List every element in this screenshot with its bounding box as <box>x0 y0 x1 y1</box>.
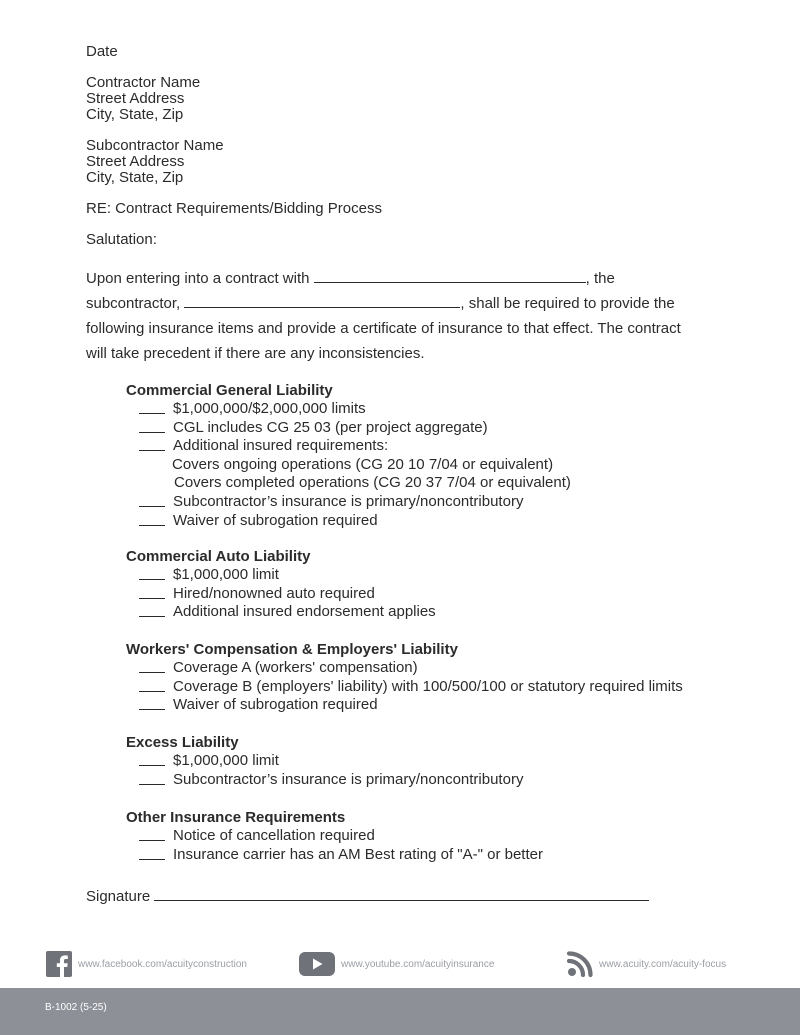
checklist-item <box>126 696 746 715</box>
section-auto <box>126 548 746 622</box>
section-title: Commercial General Liability <box>126 382 333 399</box>
checklist-item <box>126 771 746 790</box>
check-blank[interactable] <box>139 752 165 766</box>
check-blank[interactable] <box>139 585 165 599</box>
signature-field[interactable] <box>154 886 649 901</box>
check-blank[interactable] <box>139 659 165 673</box>
subcontractor-street: Street Address <box>86 153 185 170</box>
para-line-3: following insurance items and provide a certificate of insurance to that effect. The contract <box>86 320 681 337</box>
item-text: Waiver of subrogation required <box>173 696 378 714</box>
check-blank[interactable] <box>139 696 165 710</box>
intro-paragraph <box>86 266 706 366</box>
item-text: Insurance carrier has an AM Best rating of "A-" or better <box>173 845 543 863</box>
youtube-icon <box>299 951 335 977</box>
checklist-item <box>126 493 746 512</box>
social-rss[interactable] <box>567 950 726 978</box>
section-title: Commercial Auto Liability <box>126 548 311 565</box>
checklist-item <box>126 659 746 678</box>
item-text: CGL includes CG 25 03 (per project aggregate) <box>173 418 488 436</box>
social-youtube[interactable] <box>299 950 494 978</box>
salutation: Salutation: <box>86 231 157 248</box>
section-workers-comp <box>126 641 746 715</box>
para-text-1a: Upon entering into a contract with <box>86 270 314 287</box>
item-text: Hired/nonowned auto required <box>173 584 375 602</box>
form-code: B-1002 (5-25) <box>45 1002 107 1013</box>
para-line-2 <box>86 291 706 316</box>
check-blank[interactable] <box>139 566 165 580</box>
checklist-item <box>126 400 746 419</box>
check-blank[interactable] <box>139 678 165 692</box>
section-excess <box>126 734 746 789</box>
checklist-item <box>126 566 746 585</box>
check-blank[interactable] <box>139 846 165 860</box>
letter <box>86 44 716 366</box>
para-line-4: will take precedent if there are any inconsistencies. <box>86 345 425 362</box>
subcontractor-address <box>86 138 716 186</box>
sub-item: Covers ongoing operations (CG 20 10 7/04 or equivalent) <box>172 455 554 473</box>
social-facebook[interactable] <box>46 950 247 978</box>
checklist-item <box>126 437 746 456</box>
checklist-item <box>126 512 746 531</box>
check-blank[interactable] <box>139 419 165 433</box>
para-text-1b: , the <box>585 270 615 287</box>
contractor-city: City, State, Zip <box>86 106 184 123</box>
checklist-item <box>126 603 746 622</box>
contractor-street: Street Address <box>86 90 185 107</box>
item-text: Coverage A (workers' compensation) <box>173 659 418 676</box>
section-cgl <box>126 382 746 530</box>
contractor-address <box>86 75 716 123</box>
subcontractor-name: Subcontractor Name <box>86 137 224 154</box>
contractor-blank[interactable] <box>314 269 586 283</box>
section-title: Other Insurance Requirements <box>126 809 346 826</box>
subcontractor-blank[interactable] <box>184 294 460 308</box>
rss-link[interactable]: www.acuity.com/acuity-focus <box>599 958 727 970</box>
rss-icon <box>567 951 593 977</box>
facebook-icon <box>46 951 72 977</box>
checklist-item <box>126 752 746 771</box>
item-text: $1,000,000 limit <box>173 566 279 583</box>
item-text: $1,000,000 limit <box>173 752 279 769</box>
checklist-item <box>126 419 746 438</box>
check-blank[interactable] <box>139 771 165 785</box>
section-title: Workers' Compensation & Employers' Liability <box>126 641 458 658</box>
checklist-item <box>126 827 746 846</box>
item-text: $1,000,000/$2,000,000 limits <box>173 400 366 417</box>
contractor-name: Contractor Name <box>86 74 201 91</box>
para-line-1 <box>86 266 706 291</box>
item-text: Notice of cancellation required <box>173 827 375 844</box>
check-blank[interactable] <box>139 437 165 451</box>
facebook-link[interactable]: www.facebook.com/acuityconstruction <box>78 958 247 970</box>
footer-bar <box>0 988 800 1035</box>
section-other <box>126 809 746 864</box>
item-text: Additional insured endorsement applies <box>173 603 436 621</box>
subcontractor-city: City, State, Zip <box>86 169 184 186</box>
para-text-2b: , shall be required to provide the <box>460 295 675 312</box>
item-text: Subcontractor’s insurance is primary/noncontributory <box>173 770 524 788</box>
section-title: Excess Liability <box>126 734 239 751</box>
signature-line <box>86 886 649 906</box>
re-line: RE: Contract Requirements/Bidding Process <box>86 200 382 217</box>
sub-item: Covers completed operations (CG 20 37 7/04 or equivalent) <box>174 474 571 492</box>
check-blank[interactable] <box>139 603 165 617</box>
youtube-link[interactable]: www.youtube.com/acuityinsurance <box>341 958 495 970</box>
check-blank[interactable] <box>139 400 165 414</box>
para-text-2a: subcontractor, <box>86 295 185 312</box>
checklist-item <box>126 678 746 697</box>
date-line: Date <box>86 43 118 60</box>
checklist-item <box>126 846 746 865</box>
checklist-item <box>126 585 746 604</box>
check-blank[interactable] <box>139 827 165 841</box>
check-blank[interactable] <box>139 512 165 526</box>
item-text: Additional insured requirements: <box>173 437 389 455</box>
item-text: Waiver of subrogation required <box>173 511 378 529</box>
signature-label: Signature <box>86 888 151 905</box>
check-blank[interactable] <box>139 493 165 507</box>
item-text: Coverage B (employers' liability) with 100/500/100 or statutory required limits <box>173 677 683 695</box>
item-text: Subcontractor’s insurance is primary/noncontributory <box>173 492 524 510</box>
